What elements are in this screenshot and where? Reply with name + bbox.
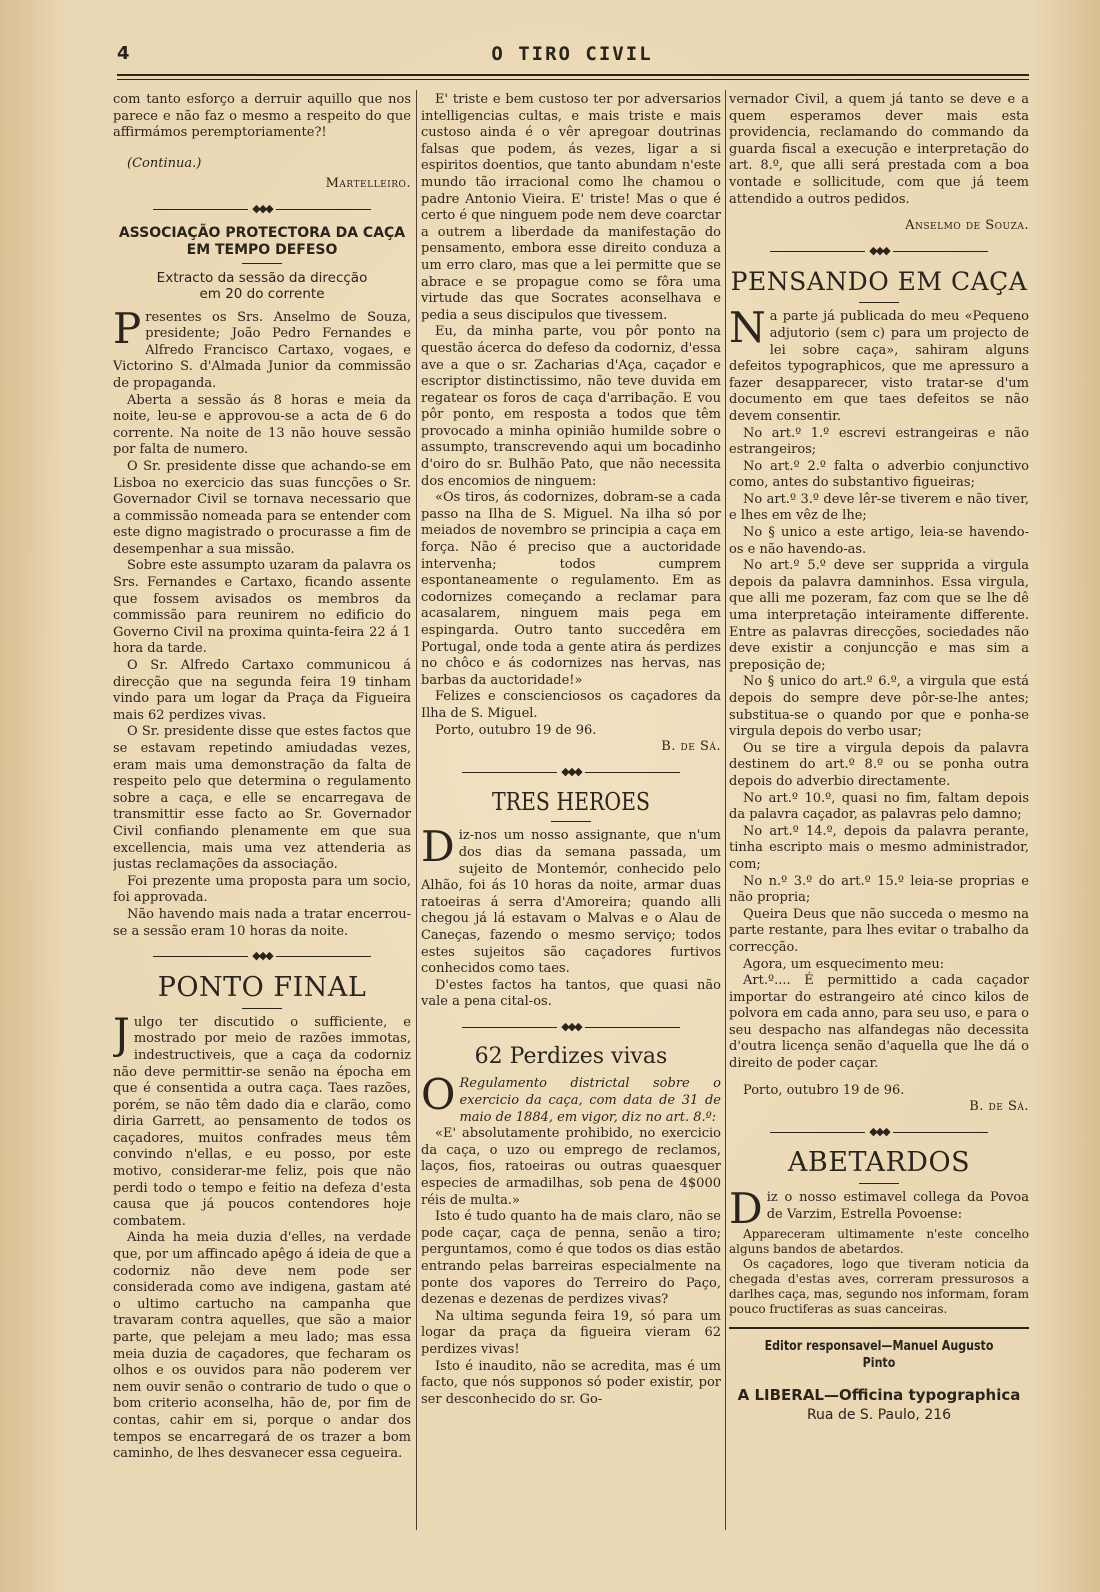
assoc-subtitle: Extracto da sessão da direcção em 20 do corrente [156,269,368,302]
editor-line: Editor responsavel—Manuel Augusto Pinto [764,1339,994,1372]
assoc-paragraph: Foi prezente uma proposta para um socio, foi approvada. [113,873,411,906]
column-divider-1 [416,90,417,1530]
running-header [112,40,1032,76]
continued-text: com tanto esforço a derruir aquillo que nos parece e não faz o mesmo a respeito do que affirmámos peremptoriamente?! [113,92,411,141]
ornament-divider: ◆◆◆ [729,1124,1029,1141]
ornament-divider: ◆◆◆ [421,764,721,781]
ponto-paragraph: «Os tiros, ás codornizes, dobram-se a cada passo na Ilha de S. Miguel. Na ilha só por meiados de novembro se principia a caça em força. Não é preciso que a auctoridade intervenha; todos cumprem espontaneamente o regulamento. Em as codornizes começando a reclamar para acasalarem, ninguem mais pega em espingarda. Outro tanto succedêra em Portugal, onde toda a gente atira ás perdizes no chôco e ás codornizes nas hervas, nas barbas da auctoridade!» [421,490,721,688]
ponto-final-title: PONTO FINAL [157,971,367,1003]
perdizes-paragraph: Isto é tudo quanto ha de mais claro, não se pode caçar, caça de penna, senão a tiro; perguntamos, como é que todos os dias estão entrando pelas barreiras especialmente na ponte dos vapores do Terreiro do Paço, dezenas e dezenas de perdizes vivas? [421,1209,721,1308]
tres-paragraph: D'estes factos ha tantos, que quasi não vale a pena cital-os. [421,977,721,1010]
ponto-paragraph: Felizes e conscienciosos os caçadores da Ilha de S. Miguel. [421,689,721,721]
signature-b-de-sa: B. de Sá. [661,739,721,755]
perdizes-title: 62 Perdizes vivas [474,1044,668,1070]
assoc-paragraph: O Sr. presidente disse que achando-se em Lisboa no exercicio das suas funcções o Sr. Governador Civil se tornava necessario que a commissão nomeada para se entender com este digno magistrado o procurasse a fim de desempenhar a sua missão. [113,458,411,557]
author-martelleiro: Martelleiro. [325,176,411,192]
pensando-paragraph: No art.º 5.º deve ser supprida a virgula depois da palavra damninhos. Essa virgula, que alli me pozeram, faz com que se lhe dê uma interpretação inteiramente differente. Entre as palavras direcções, sociedades não deve existir a conjuncção e mas sim a preposição de; [729,558,1029,673]
ponto-paragraph: Julgo ter discutido o sufficiente, e mostrado por meio de razões immotas, indestructiveis, que a caça da codorniz não deve permittir-se senão na épocha em que é consentida a outra caça. Taes razões, porém, se não têm dado dia e clarão, como diria Garrett, ao pensamento de todos os caçadores, muitos confrades meus têm convindo n'ellas, e eu posso, por este motivo, considerar-me feliz, pois que não perdi todo o tempo e feitio na defeza d'esta causa que já poucos contendores hoje combatem. [113,1008,411,1229]
dateline: Porto, outubro 19 de 96. [743,1082,905,1098]
imprint [729,1327,1029,1423]
signature-anselmo: Anselmo de Souza. [905,218,1029,234]
page-number: 4 [117,43,130,64]
printer-line: A LIBERAL—Officina typographica [737,1385,1021,1404]
pensando-paragraph: No § unico do art.º 6.º, a virgula que está depois do sempre deve pôr-se-lhe antes; substitua-se o quando por que e ponha-se virgula depois do verbo usar; [729,674,1029,740]
pensando-paragraph: No art.º 1.º escrevi estrangeiras e não estrangeiros; [729,425,1029,458]
short-rule [551,821,591,822]
ponto-paragraph: Ainda ha meia duzia d'elles, na verdade que, por um affincado apêgo á ideia de que a codorniz não deve nem pode ser considerada como ave indigena, gastam até o ultimo cartucho na campanha que travaram contra aquelles, que são a maior parte, que pelejam a meu lado; mas essa meia duzia de caçadores, que fecharam os olhos e os ouvidos para não poderem ver nem ouvir senão o contrario de tudo o que o bom criterio aconselha, hão de, por fim de contas, cahir em si, porque o andar dos tempos se encarregará de os trazer a bom caminho, de lhes desvanecer essa cegueira. [113,1230,411,1462]
assoc-paragraph: Sobre este assumpto uzaram da palavra os Srs. Fernandes e Cartaxo, ficando assente que fossem avisados os membros da commissão para reunirem no edificio do Governo Civil na proxima quinta-feira 22 á 1 hora da tarde. [113,558,411,657]
assoc-paragraph: O Sr. presidente disse que estes factos que se estavam repetindo amiudadas vezes, eram mais uma demonstração da falta de respeito pelo que determina o regulamento sobre a caça, e elle se encarregava de transmittir esse facto ao Sr. Governador Civil confiando plenamente em que sua excellencia, mais uma vez attenderia as justas reclamações da associação. [113,724,411,873]
ponto-paragraph: E' triste e bem custoso ter por adversarios intelligencias cultas, e mais triste e mais custoso ainda é o vêr apregoar doutrinas falsas que podem, ás vezes, ligar a si espiritos doentios, que tanto abundam n'este mundo tão irracional como lhe chamou o padre Antonio Vieira. E' triste! Mas o que é certo é que ninguem pode nem deve coarctar a outrem a liberdade da manifestação do pensamento, embora esse direito conduza a um erro claro, mas que a lei permitte que se abrace e se propague como se fôra uma virtude das que Socrates aconselhava e pedia a seus discipulos que tivessem. [421,92,721,323]
header-rule-bottom [117,79,1029,80]
abetardos-intro: Diz o nosso estimavel collega da Povoa de Varzim, Estrella Povoense: [729,1184,1029,1234]
short-rule [859,302,899,303]
pensando-paragraph: No art.º 10.º, quasi no fim, faltam depois da palavra caçador, as palavras pelo damno; [729,790,1029,823]
drop-cap: O [421,1070,456,1120]
column-1 [113,92,411,1570]
column-3 [729,92,1029,1570]
assoc-paragraph: Aberta a sessão ás 8 horas e meia da noite, leu-se e approvou-se a acta de 6 do corrente. Na noite de 13 não houve sessão por falta de numero. [113,392,411,458]
perdizes-paragraph: vernador Civil, a quem já tanto se deve e a quem esperamos dever mais esta providencia, reclamando do commando da guarda fiscal a execução e interpretação do art. 8.º, que alli será prestada com a boa vontade e sollicitude, com que já teem attendido a outros pedidos. [729,92,1029,207]
pensando-paragraph: No n.º 3.º do art.º 15.º leia-se proprias e não propria; [729,873,1029,906]
pensando-paragraph: No art.º 2.º falta o adverbio conjunctivo como, antes do substantivo figueiras; [729,458,1029,491]
short-rule [242,263,282,264]
perdizes-paragraph: Isto é inaudito, não se acredita, mas é um facto, que nós supponos só poder existir, por ser desconhecido do sr. Go- [421,1358,721,1407]
header-rule-top [117,74,1029,76]
abetardos-quote: Os caçadores, logo que tiveram noticia da chegada d'estas aves, correram pressurosos a darlhes caça, mas, segundo nos informam, foram pouco fructiferas as suas canceiras. [729,1257,1029,1317]
pensando-paragraph: Na parte já publicada do meu «Pequeno adjutorio (sem c) para um projecto de lei sobre caça», sahiram alguns defeitos typographicos, que me apressuro a fazer desapparecer, visto tratar-se d'um documento em que taes defeitos se não devem consentir. [729,303,1029,424]
signature-b-de-sa: B. de Sá. [969,1099,1029,1115]
pensando-paragraph: Agora, um esquecimento meu: [743,956,945,972]
assoc-paragraph: Presentes os Srs. Anselmo de Souza, presidente; João Pedro Fernandes e Alfredo Francisco Cartaxo, vogaes, e Victorino S. d'Almada Junior da commissão de propaganda. [113,303,411,391]
ornament-divider: ◆◆◆ [113,201,411,218]
ponto-paragraph: Porto, outubro 19 de 96. [435,722,597,738]
drop-cap: D [421,822,455,872]
pensando-paragraph: No § unico a este artigo, leia-se havendo-os e não havendo-as. [729,525,1029,557]
short-rule [859,1183,899,1184]
ornament-divider: ◆◆◆ [421,1019,721,1036]
continua-note: (Continua.) [127,155,202,171]
perdizes-paragraph: O Regulamento districtal sobre o exercicio da caça, com data de 31 de maio de 1884, em vigor, diz no art. 8.º: [421,1070,721,1125]
pensando-paragraph: No art.º 14.º, depois da palavra perante, tinha escripto mais o mesmo administrador, com; [729,823,1029,872]
pensando-title: PENSANDO EM CAÇA [730,267,1028,297]
ornament-divider: ◆◆◆ [729,243,1029,260]
column-divider-2 [725,90,726,1530]
ornament-divider: ◆◆◆ [113,948,411,965]
pensando-paragraph: Ou se tire a virgula depois da palavra destinem do art.º 8.º ou se ponha outra depois do adverbio directamente. [729,740,1029,789]
perdizes-paragraph: «E' absolutamente prohibido, no exercicio da caça, o uzo ou emprego de reclamos, laços, fios, ratoeiras ou outras quaesquer especies de armadilhas, sob pena de 4$000 réis de multa.» [421,1126,721,1208]
address-line: Rua de S. Paulo, 216 [806,1407,952,1424]
assoc-paragraph: O Sr. Alfredo Cartaxo communicou á direcção que na segunda feira 19 tinham vindo para um logar da Praça da Figueira mais 62 perdizes vivas. [113,658,411,723]
drop-cap: J [113,1008,130,1058]
abetardos-title: ABETARDOS [787,1147,971,1179]
abetardos-quote: Appareceram ultimamente n'este concelho alguns bandos de abetardos. [729,1227,1029,1257]
short-rule [242,1008,282,1009]
pensando-paragraph: Art.º.... É permittido a cada caçador importar do estrangeiro até cinco kilos de polvora em cada anno, para seu uso, e para o seu despacho nas alfandegas não decessita d'outra licença senão d'aquella que lhe dá o direito de poder caçar. [729,973,1029,1072]
drop-cap: P [113,303,142,353]
newspaper-title: O TIRO CIVIL [491,43,653,65]
drop-cap: D [729,1184,763,1234]
perdizes-paragraph: Na ultima segunda feira 19, só para um logar da praça da figueira vieram 62 perdizes vivas! [421,1308,721,1357]
assoc-title: ASSOCIAÇÃO PROTECTORA DA CAÇA EM TEMPO DEFESO [118,224,406,258]
pensando-paragraph: Queira Deus que não succeda o mesmo na parte restante, para lhes evitar o trabalho da correcção. [729,906,1029,955]
tres-paragraph: Diz-nos um nosso assignante, que n'um dos dias da semana passada, um sujeito de Montemór, conhecido pelo Alhão, foi ás 10 horas da noite, armar duas ratoeiras á serra d'Amoreira; quando alli chegou já lá estavam o Malvas e o Alau de Caneças, fazendo o mesmo serviço; todos estes sujeitos são caçadores furtivos conhecidos como taes. [421,822,721,977]
column-2 [421,92,721,1570]
pensando-paragraph: No art.º 3.º deve lêr-se tiverem e não tiver, e lhes em vêz de lhe; [729,491,1029,524]
tres-heroes-title: TRES HEROES [492,788,650,817]
assoc-paragraph: Não havendo mais nada a tratar encerrou-se a sessão eram 10 horas da noite. [113,906,411,939]
ponto-paragraph: Eu, da minha parte, vou pôr ponto na questão ácerca do defeso da codorniz, d'essa ave a que o sr. Zacharias d'Aça, caçador e escriptor distinctissimo, não teve duvida em regatear os foros de caça d'arribação. E vou pôr ponto, em resposta a todos que têm provocado a minha opinião humilde sobre o assumpto, transcrevendo aqui um bocadinho d'oiro do sr. Bulhão Pato, que não necessita dos encomios de ninguem: [421,324,721,489]
drop-cap: N [729,303,766,353]
